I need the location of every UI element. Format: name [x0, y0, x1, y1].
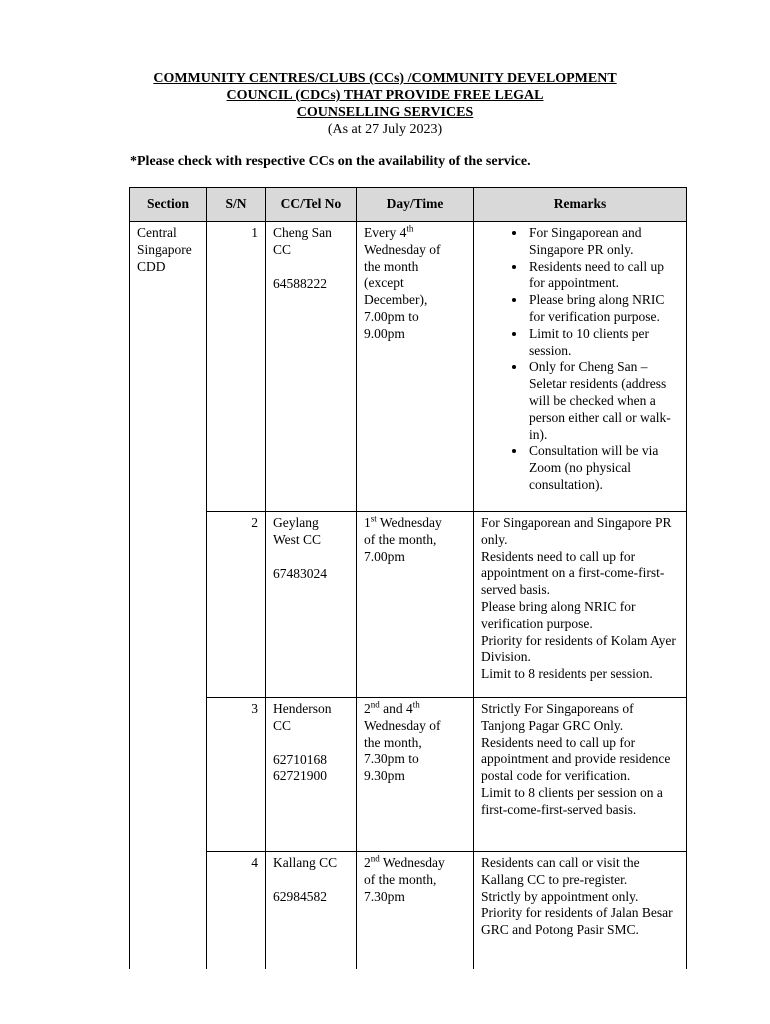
cc-name: Henderson: [273, 700, 332, 716]
day-line: 9.00pm: [364, 325, 405, 341]
remark-line: Strictly by appointment only.: [481, 888, 639, 904]
remark-item: • Residents need to call up for appointment.: [527, 259, 679, 293]
as-at-date: (As at 27 July 2023): [327, 122, 443, 137]
remark-line: Residents need to call up for appointment on a first-come-first-served basis.: [481, 548, 665, 598]
table-row: [130, 512, 687, 698]
day-line: 7.30pm to: [364, 751, 419, 767]
day-line: 7.00pm to: [364, 308, 419, 324]
sn-cell: 1: [207, 222, 266, 512]
cc-name: CC: [273, 717, 292, 733]
day-line: 9.30pm: [364, 768, 405, 784]
table-header-row: [130, 188, 687, 222]
availability-note: *Please check with respective CCs on the availability of the service.: [130, 154, 531, 169]
day-cell: [357, 512, 474, 698]
day-lead: 2nd Wednesday: [364, 853, 445, 870]
cc-name: West CC: [273, 531, 322, 547]
table-row: [130, 697, 687, 851]
day-cell: [357, 222, 474, 512]
remark-line: Limit to 8 residents per session.: [481, 666, 653, 682]
day-line: 7.30pm: [364, 888, 405, 904]
section-cell: [130, 222, 207, 969]
remarks-cell: [474, 851, 687, 969]
remarks-cell: [474, 222, 687, 512]
remarks-cell: [474, 697, 687, 851]
table-row: [130, 222, 687, 512]
day-cell: [357, 851, 474, 969]
header-cc-tel: CC/Tel No: [266, 188, 357, 222]
cc-table: [129, 187, 687, 969]
remarks-list: [481, 225, 679, 494]
title-line-1: COMMUNITY CENTRES/CLUBS (CCs) /COMMUNITY DEVELOPMENT: [153, 71, 617, 86]
section-line: CDD: [137, 258, 166, 274]
cc-cell: [266, 222, 357, 512]
header-sn: S/N: [207, 188, 266, 222]
sn-cell: 2: [207, 512, 266, 698]
day-line: Wednesday of: [364, 241, 441, 257]
remarks-cell: [474, 512, 687, 698]
sn-cell: 3: [207, 697, 266, 851]
cc-name: Cheng San: [273, 225, 332, 240]
remark-item: • For Singaporean and Singapore PR only.: [527, 225, 679, 259]
cc-cell: [266, 512, 357, 698]
remark-line: Please bring along NRIC for verification purpose.: [481, 598, 636, 631]
remark-line: Priority for residents of Kolam Ayer Division.: [481, 632, 676, 665]
cc-name: Geylang: [273, 515, 319, 530]
remark-line: Residents can call or visit the Kallang CC to pre-register.: [481, 854, 640, 887]
day-line: December),: [364, 292, 428, 308]
page-title: [0, 70, 770, 138]
title-line-3: COUNSELLING SERVICES: [296, 105, 474, 120]
tel-number: 62721900: [273, 768, 327, 784]
day-cell: [357, 697, 474, 851]
header-section: Section: [130, 188, 207, 222]
day-lead: 2nd and 4th: [364, 699, 420, 716]
sn-cell: 4: [207, 851, 266, 969]
remark-item: • Please bring along NRIC for verification purpose.: [527, 292, 679, 326]
tel-number: 67483024: [273, 565, 327, 581]
cc-name: Kallang CC: [273, 854, 338, 870]
cc-cell: [266, 851, 357, 969]
tel-number: 62710168: [273, 751, 327, 767]
section-line: Singapore: [137, 241, 192, 257]
remark-item: • Only for Cheng San – Seletar residents (address will be checked when a person either call or walk-in).: [527, 359, 679, 443]
day-lead: Every 4th: [364, 223, 414, 240]
remark-line: For Singaporean and Singapore PR only.: [481, 515, 672, 547]
day-line: the month: [364, 258, 419, 274]
remark-line: Priority for residents of Jalan Besar GRC and Potong Pasir SMC.: [481, 905, 673, 938]
remark-item: • Limit to 10 clients per session.: [527, 326, 679, 360]
remark-item: • Consultation will be via Zoom (no physical consultation).: [527, 443, 679, 493]
header-day-time: Day/Time: [357, 188, 474, 222]
title-line-2: COUNCIL (CDCs) THAT PROVIDE FREE LEGAL: [226, 88, 544, 103]
day-line: of the month,: [364, 531, 437, 547]
tel-number: 62984582: [273, 888, 327, 904]
cc-name: CC: [273, 241, 292, 257]
remark-line: Strictly For Singaporeans of Tanjong Pagar GRC Only.: [481, 700, 634, 733]
day-line: (except: [364, 275, 404, 291]
day-line: of the month,: [364, 871, 437, 887]
day-line: 7.00pm: [364, 548, 405, 564]
header-remarks: Remarks: [474, 188, 687, 222]
cc-cell: [266, 697, 357, 851]
day-line: the month,: [364, 734, 422, 750]
section-line: Central: [137, 225, 177, 240]
day-lead: 1st Wednesday: [364, 513, 442, 530]
table-row: [130, 851, 687, 969]
remark-line: Residents need to call up for appointment and provide residence postal code for verification.: [481, 734, 671, 784]
day-line: Wednesday of: [364, 717, 441, 733]
remark-line: Limit to 8 clients per session on a first-come-first-served basis.: [481, 784, 663, 817]
tel-number: 64588222: [273, 275, 327, 291]
